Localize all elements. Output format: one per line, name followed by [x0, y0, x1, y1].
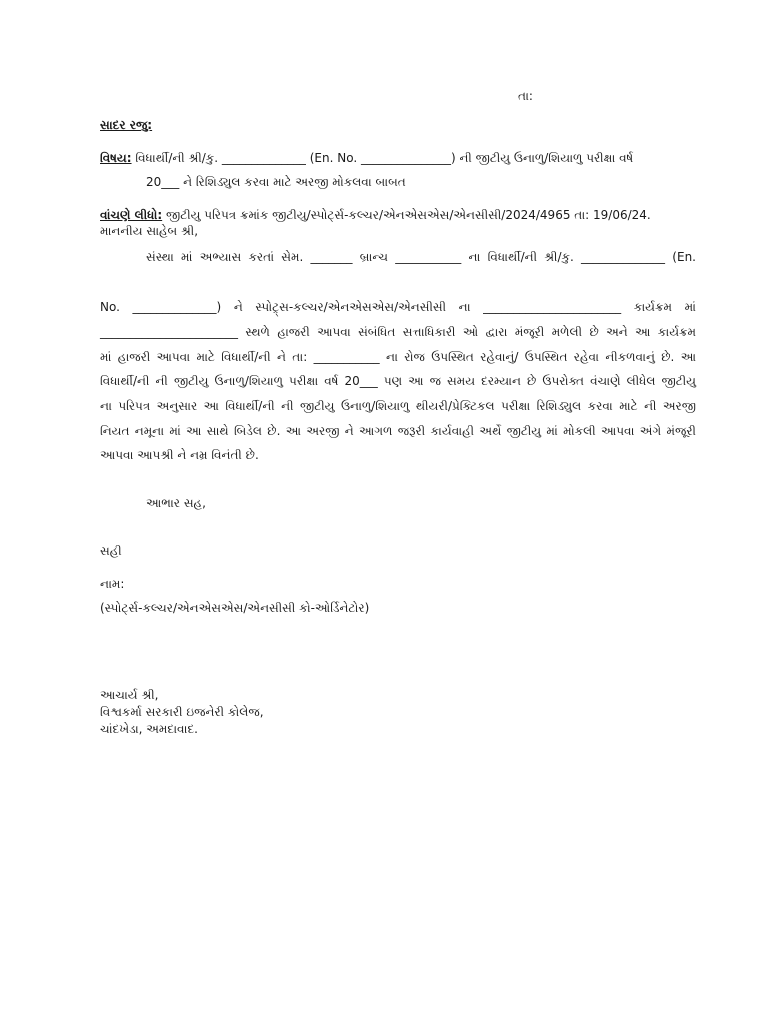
body-line-7: નિયત નમૂના માં આ સાથે બિડેલ છે. આ અરજી ને આગળ જરૂરી કાર્યવાહી અર્થે જીટીયુ માં મોકલી આપવા અંગે મંજૂરી — [100, 424, 696, 438]
recipient-line-2: વિશ્વકર્મા સરકારી ઇજનેરી કોલેજ, — [100, 705, 264, 719]
body-line-6: ના પરિપત્ર અનુસાર આ વિધાર્થી/ની ની જીટીયુ ઉનાળુ/શિયાળુ થીયરી/પ્રેક્ટિકલ પરીક્ષા રિશિડ્યુલ કરવા માટે ની અરજી — [100, 399, 696, 413]
signature-label: સહી — [100, 544, 122, 558]
subject-label: વિષય: — [100, 151, 132, 165]
body-line-2: No. ______________) ને સ્પોટ્ર્સ-કલ્ચર/એનએસએસ/એનસીસી ના _______________________ કાર્યક્રમ માં — [100, 300, 696, 314]
subject-line-1 — [100, 150, 633, 166]
body-line-5: વિધાર્થી/ની ની જીટીયુ ઉનાળુ/શિયાળુ પરીક્ષા વર્ષ 20___ પણ આ જ સમય દરમ્યાન છે ઉપરોક્ત વંચાણે લીધેલ જીટીયુ — [100, 374, 696, 388]
salutation: માનનીય સાહેબ શ્રી, — [100, 224, 199, 238]
date-label: તા: — [518, 89, 533, 103]
recipient-line-1: આચાર્ય શ્રી, — [100, 688, 159, 702]
addressee-text: સાદર રજુ: — [100, 118, 153, 132]
closing: આભાર સહ, — [146, 496, 206, 510]
addressee-line — [100, 117, 152, 133]
body-line-1: સંસ્થા માં અભ્યાસ કરતાં સેમ. _______ બ્રાન્ચ ___________ ના વિધાર્થી/ની શ્રી/કુ. ______________ (En. — [146, 250, 696, 264]
name-label: નામ: — [100, 577, 125, 591]
reference-text: જીટીયુ પરિપત્ર ક્રમાંક જીટીયુ/સ્પોર્ટ્સ-કલ્ચર/એનએસએસ/એનસીસી/2024/4965 તા: 19/06/24. — [166, 208, 651, 222]
body-line-3: _______________________ સ્થળે હાજરી આપવા સંબંધિત સત્તાધિકારી ઓ દ્વારા મંજૂરી મળેલી છે અને આ કાર્યક્રમ — [100, 325, 696, 339]
designation: (સ્પોર્ટ્સ-કલ્ચર/એનએસએસ/એનસીસી કો-ઓર્ડિનેટોર) — [100, 601, 370, 615]
subject-text-1: વિધાર્થી/ની શ્રી/કુ. ______________ (En. No. _______________) ની જીટીયુ ઉનાળુ/શિયાળુ પરીક્ષા વર્ષ — [135, 151, 634, 165]
body-line-4: માં હાજરી આપવા માટે વિધાર્થી/ની ને તા: ___________ ના રોજ ઉપસ્થિત રહેવાનું/ ઉપસ્થિત રહેવા નીકળવાનું છે. આ — [100, 350, 696, 364]
reference-label: વાંચણે લીધો: — [100, 208, 163, 222]
recipient-line-3: ચાંદખેડા, અમદાવાદ. — [100, 722, 198, 736]
body-line-8: આપવા આપશ્રી ને નમ્ર વિનંતી છે. — [100, 448, 259, 462]
reference-line — [100, 207, 651, 223]
subject-text-2: 20___ ને રિશિડ્યુલ કરવા માટે અરજી મોકલવા બાબત — [146, 175, 406, 189]
